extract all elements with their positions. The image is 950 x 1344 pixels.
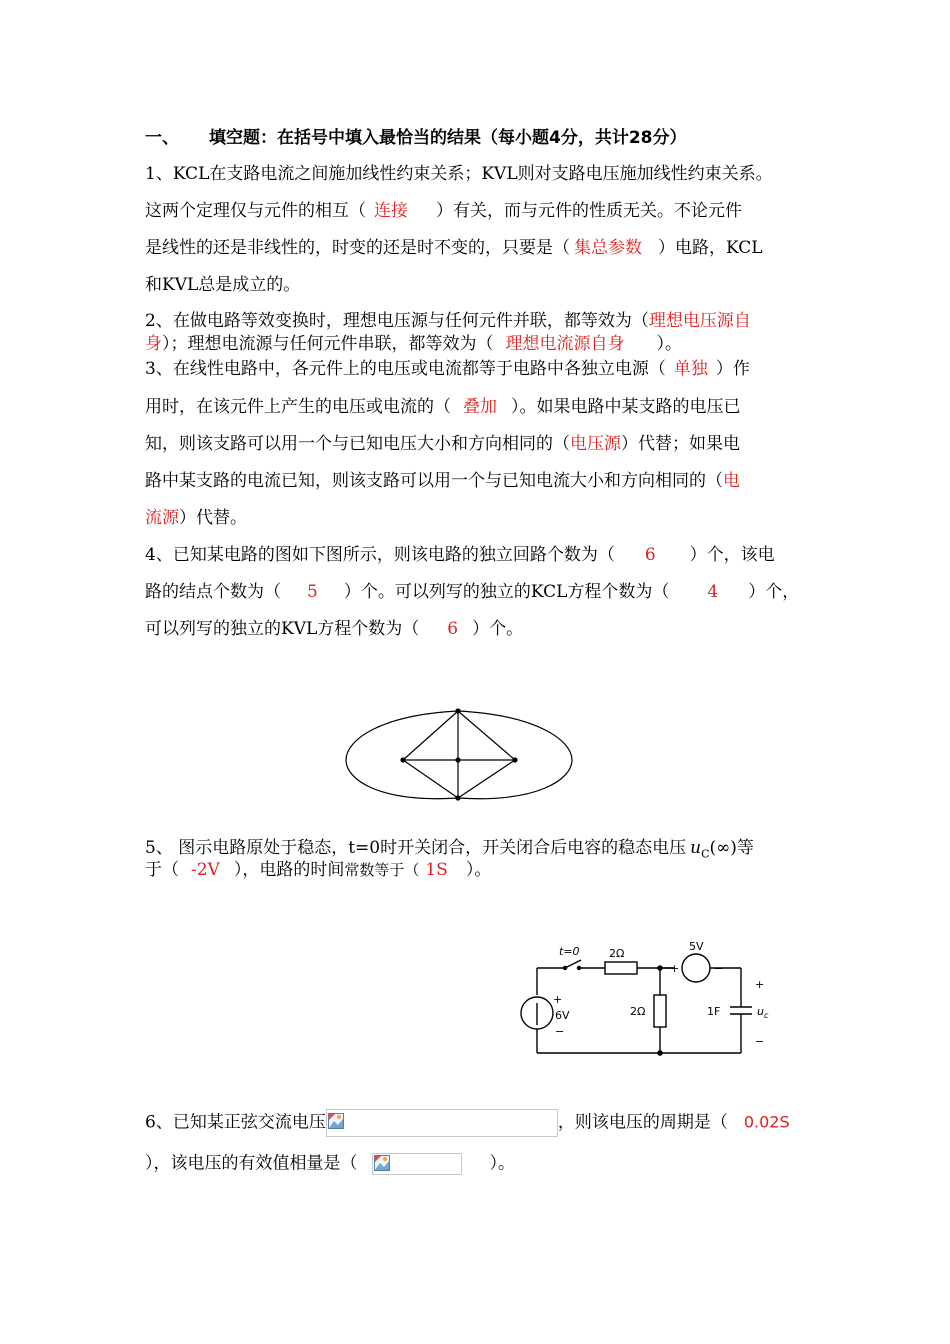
q3-text: ）。如果电路中某支路的电压已 xyxy=(511,397,741,417)
q1-text: ）电路，KCL xyxy=(658,238,763,258)
graph-node xyxy=(455,708,460,713)
graph-edge xyxy=(458,711,515,760)
q3-text: 路中某支路的电流已知，则该支路可以用一个与已知电流大小和方向相同的（ xyxy=(145,471,723,491)
resistor-2ohm-series-icon xyxy=(605,962,637,974)
q4-line-1 xyxy=(145,545,775,565)
q5-text: 常数等于（ xyxy=(344,861,420,879)
q4-answer-1: 6 xyxy=(644,545,656,565)
q3-line-1 xyxy=(145,359,750,379)
q4-text: 可以列写的独立的KVL方程个数为（ xyxy=(145,619,420,639)
q4-answer-4: 6 xyxy=(447,619,459,639)
broken-image-icon xyxy=(374,1155,390,1171)
graph-edge xyxy=(403,760,458,798)
q3-text: ）代替；如果电 xyxy=(621,434,740,454)
q5-text: ）。 xyxy=(465,860,492,880)
section-title xyxy=(145,128,687,148)
resistor-series-label: 2Ω xyxy=(609,947,625,960)
q6-text: ），该电压的有效值相量是（ xyxy=(145,1153,358,1174)
q2-text: ）；理想电流源与任何元件串联，都等效为（ xyxy=(162,334,494,354)
q5-answer-2: 1S xyxy=(425,860,448,880)
uc-label-sub: c xyxy=(763,1011,769,1020)
graph-edge-right-arc xyxy=(458,711,572,799)
q3-answer-4b: 流源 xyxy=(145,508,179,528)
q5-text: 于（ xyxy=(145,860,179,880)
switch-label: t=0 xyxy=(559,945,580,958)
graph-node xyxy=(455,795,460,800)
section-number: 一、 xyxy=(145,128,179,148)
cap-plus: + xyxy=(755,978,765,991)
q2-text: ）。 xyxy=(656,334,682,354)
uc-label-u: u xyxy=(757,1005,764,1018)
q3-answer-2: 叠加 xyxy=(463,397,497,417)
q4-text: ）个。可以列写的独立的KCL方程个数为（ xyxy=(343,582,670,602)
q1-answer-2: 集总参数 xyxy=(574,238,642,258)
circuit-diagram xyxy=(515,935,785,1060)
graph-node xyxy=(455,757,460,762)
q4-text: 路的结点个数为（ xyxy=(145,582,281,602)
q4-text: 4、已知某电路的图如下图所示，则该电路的独立回路个数为（ xyxy=(145,545,615,565)
q4-line-3 xyxy=(145,619,523,639)
q3-text: 知，则该支路可以用一个与已知电压大小和方向相同的（ xyxy=(145,434,570,454)
resistor-2ohm-shunt-icon xyxy=(654,995,666,1027)
q5-line-2 xyxy=(145,860,491,880)
q3-line-5 xyxy=(145,508,247,528)
uc-subscript: C xyxy=(701,847,710,861)
source-5v-plus: + xyxy=(670,962,680,975)
voltage-expression-image xyxy=(326,1109,558,1137)
uc-label xyxy=(757,1005,769,1020)
q4-answer-3: 4 xyxy=(707,582,719,602)
cap-minus: − xyxy=(755,1035,765,1048)
q3-line-4 xyxy=(145,471,740,491)
q6-text: 6、已知某正弦交流电压 xyxy=(145,1112,326,1133)
q3-answer-4a: 电 xyxy=(723,471,740,491)
q2-line-1 xyxy=(145,311,751,331)
q1-line-1: 1、KCL在支路电流之间施加线性约束关系；KVL则对支路电压施加线性约束关系。 xyxy=(145,164,773,184)
q2-text: 2、在做电路等效变换时，理想电压源与任何元件并联，都等效为（ xyxy=(145,311,649,331)
graph-edge xyxy=(403,711,458,760)
q3-line-2 xyxy=(145,397,741,417)
graph-edge-left-arc xyxy=(346,711,458,799)
source-5v-label: 5V xyxy=(689,940,704,953)
source-6v-plus: + xyxy=(553,993,563,1006)
q4-text: ）个， xyxy=(748,582,800,602)
circuit-graph-figure xyxy=(340,705,580,810)
graph-edge xyxy=(458,760,515,798)
phasor-image xyxy=(372,1153,462,1175)
q4-text: ）个。 xyxy=(472,619,524,639)
q1-text: 是线性的还是非线性的，时变的还是时不变的，只要是（ xyxy=(145,238,570,258)
graph-node xyxy=(512,757,517,762)
section-title-text: 填空题：在括号中填入最恰当的结果（每小题4分，共计28分） xyxy=(209,128,687,148)
q5-text: 5、 图示电路原处于稳态，t=0时开关闭合，开关闭合后电容的稳态电压 xyxy=(145,838,687,858)
q1-line-4: 和KVL总是成立的。 xyxy=(145,275,301,295)
resistor-shunt-label: 2Ω xyxy=(630,1005,646,1018)
q1-text: 这两个定理仅与元件的相互（ xyxy=(145,201,366,221)
graph-node xyxy=(400,757,405,762)
q6-answer-1: 0.02S xyxy=(743,1112,790,1132)
q3-text: 3、在线性电路中，各元件上的电压或电流都等于电路中各独立电源（ xyxy=(145,359,666,379)
broken-image-icon xyxy=(328,1113,344,1129)
q2-line-2 xyxy=(145,334,682,354)
q2-answer-2: 理想电流源自身 xyxy=(505,334,625,354)
q1-line-3 xyxy=(145,238,763,258)
q1-answer-1: 连接 xyxy=(374,201,408,221)
source-6v-label: 6V xyxy=(555,1009,570,1022)
capacitor-label: 1F xyxy=(707,1005,721,1018)
q4-answer-2: 5 xyxy=(307,582,318,602)
q1-text: ）有关，而与元件的性质无关。不论元件 xyxy=(436,201,742,221)
uc-symbol: u xyxy=(690,838,702,858)
q3-text: ）作 xyxy=(715,359,750,379)
q4-text: ）个，该电 xyxy=(689,545,775,565)
q3-text: ）代替。 xyxy=(179,508,247,528)
q2-answer-1a: 理想电压源自 xyxy=(648,311,751,331)
q6-text: ，则该电压的周期是（ xyxy=(557,1112,728,1133)
q6-line-2 xyxy=(145,1153,515,1175)
q3-line-3 xyxy=(145,434,740,454)
q2-answer-1b: 身 xyxy=(145,334,162,354)
voltage-source-5v-icon xyxy=(682,954,710,982)
source-6v-minus: − xyxy=(555,1025,565,1038)
q5-answer-1: -2V xyxy=(191,860,220,880)
q1-line-2 xyxy=(145,201,742,221)
q6-text: ）。 xyxy=(489,1153,515,1174)
q3-answer-3: 电压源 xyxy=(570,434,621,454)
q5-text: (∞)等 xyxy=(709,838,754,858)
q3-answer-1: 单独 xyxy=(673,359,708,379)
source-5v-minus: − xyxy=(714,962,724,975)
q3-text: 用时，在该元件上产生的电压或电流的（ xyxy=(145,397,451,417)
q4-line-2 xyxy=(145,582,799,602)
q5-text: ），电路的时间 xyxy=(233,860,345,880)
q6-line-1 xyxy=(145,1109,790,1137)
